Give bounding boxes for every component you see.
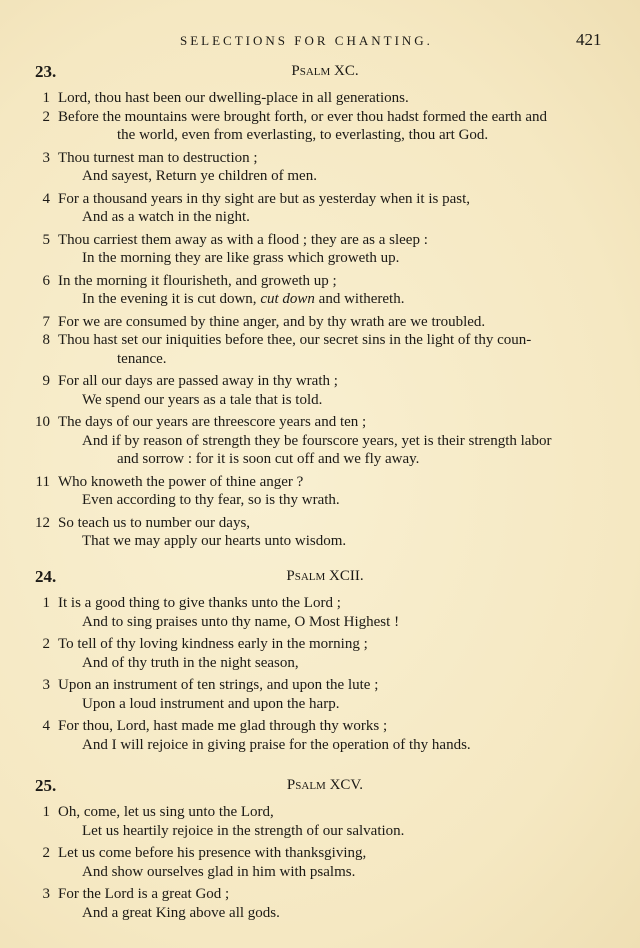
section-number: 23. bbox=[35, 62, 57, 81]
verse-number: 3 bbox=[42, 677, 50, 693]
psalm-title: Psalm XC. bbox=[291, 63, 359, 79]
running-title: SELECTIONS FOR CHANTING. bbox=[180, 33, 433, 48]
verse bbox=[0, 594, 640, 631]
verse-text: Thou hast set our iniquities before thee, our secret sins in the light of thy coun- bbox=[58, 332, 532, 348]
verse-text: For thou, Lord, hast made me glad through thy works ; bbox=[58, 718, 388, 734]
verse-number: 11 bbox=[35, 473, 50, 490]
verse bbox=[0, 231, 640, 268]
verse-text: Upon an instrument of ten strings, and upon the lute ; bbox=[58, 677, 379, 693]
verse-text: To tell of thy loving kindness early in the morning ; bbox=[58, 636, 368, 652]
verse bbox=[0, 676, 640, 713]
verse-number: 9 bbox=[42, 373, 50, 389]
verse-text: Upon a loud instrument and upon the harp. bbox=[82, 695, 340, 712]
verse-line bbox=[0, 413, 640, 432]
verse-line bbox=[0, 450, 640, 469]
verse-number: 6 bbox=[42, 272, 50, 289]
verse-list bbox=[0, 89, 640, 551]
verse bbox=[0, 885, 640, 922]
verse-text: Let us come before his presence with thanksgiving, bbox=[58, 845, 367, 861]
section-number: 25. bbox=[35, 776, 57, 795]
verse-line bbox=[0, 491, 640, 510]
verse-text: It is a good thing to give thanks unto the Lord ; bbox=[58, 595, 341, 611]
verse-line bbox=[0, 904, 640, 923]
verse bbox=[0, 331, 640, 368]
verse-line bbox=[0, 190, 640, 209]
verse bbox=[0, 313, 640, 332]
verse-text: Before the mountains were brought forth, or ever thou hadst formed the earth and bbox=[58, 108, 548, 125]
verse-line bbox=[0, 717, 640, 736]
verse-number: 3 bbox=[42, 886, 50, 902]
verse-line bbox=[0, 249, 640, 268]
verse bbox=[0, 372, 640, 409]
verse-text: And of thy truth in the night season, bbox=[82, 654, 299, 671]
verse bbox=[0, 149, 640, 186]
verse-line bbox=[0, 594, 640, 613]
verse-line bbox=[0, 803, 640, 822]
verse-line bbox=[0, 331, 640, 350]
verse-number: 1 bbox=[42, 90, 50, 106]
verse-line bbox=[0, 863, 640, 882]
verse-line bbox=[0, 208, 640, 227]
verse-line bbox=[0, 885, 640, 904]
verse-text: Oh, come, let us sing unto the Lord, bbox=[58, 804, 274, 820]
verse bbox=[0, 108, 640, 145]
verse-line bbox=[0, 514, 640, 533]
verse-text: For we are consumed by thine anger, and by thy wrath are we troubled. bbox=[58, 313, 486, 330]
verse-text: Thou carriest them away as with a flood ; they are as a sleep : bbox=[58, 231, 428, 248]
verse-line bbox=[0, 350, 640, 369]
verse-line bbox=[0, 695, 640, 714]
verse-text: And show ourselves glad in him with psalms. bbox=[82, 863, 356, 880]
page-number: 421 bbox=[576, 30, 602, 49]
verse-line bbox=[0, 736, 640, 755]
verse-line bbox=[0, 822, 640, 841]
verse-line bbox=[0, 313, 640, 332]
verse-text: For all our days are passed away in thy wrath ; bbox=[58, 373, 338, 389]
verse-text: Lord, thou hast been our dwelling-place in all generations. bbox=[58, 90, 409, 106]
verse-text: Thou turnest man to destruction ; bbox=[58, 149, 258, 166]
verse-list bbox=[0, 594, 640, 754]
section-number: 24. bbox=[35, 567, 57, 586]
verse-text: For the Lord is a great God ; bbox=[58, 886, 230, 902]
verse-text: That we may apply our hearts unto wisdom. bbox=[82, 533, 347, 549]
verse-line bbox=[0, 372, 640, 391]
verse-text: And as a watch in the night. bbox=[82, 209, 250, 225]
verse-number: 1 bbox=[42, 595, 50, 611]
verse-number: 2 bbox=[42, 636, 50, 652]
verse-line bbox=[0, 473, 640, 492]
verse bbox=[0, 635, 640, 672]
verse bbox=[0, 190, 640, 227]
verse-text: So teach us to number our days, bbox=[58, 514, 251, 531]
verse-line bbox=[0, 231, 640, 250]
verse-line bbox=[0, 613, 640, 632]
verse-text: And sayest, Return ye children of men. bbox=[82, 168, 317, 184]
verse-line bbox=[0, 126, 640, 145]
verse bbox=[0, 514, 640, 551]
verse-line bbox=[0, 167, 640, 186]
verse bbox=[0, 844, 640, 881]
verse-line bbox=[0, 532, 640, 551]
verse-text: In the evening it is cut down, cut down and withereth. bbox=[82, 291, 405, 307]
psalm-title: Psalm XCV. bbox=[286, 777, 364, 793]
verse-line bbox=[0, 654, 640, 673]
verse-line bbox=[0, 391, 640, 410]
verse-line bbox=[0, 844, 640, 863]
verse bbox=[0, 473, 640, 510]
verse-line bbox=[0, 290, 640, 309]
verse-number: 1 bbox=[42, 804, 50, 820]
verse-number: 2 bbox=[42, 845, 50, 861]
verse-line bbox=[0, 149, 640, 168]
verse bbox=[0, 89, 640, 108]
verse-number: 10 bbox=[35, 414, 50, 430]
verse-text: For a thousand years in thy sight are but as yesterday when it is past, bbox=[58, 190, 471, 207]
verse bbox=[0, 803, 640, 840]
verse-number: 7 bbox=[42, 313, 50, 330]
verse-number: 4 bbox=[42, 718, 50, 734]
verse-text: And a great King above all gods. bbox=[82, 904, 280, 921]
verse bbox=[0, 413, 640, 469]
verse-text: tenance. bbox=[117, 350, 167, 367]
verse-text: In the morning they are like grass which groweth up. bbox=[82, 250, 400, 266]
verse-line bbox=[0, 272, 640, 291]
italic-phrase: cut down bbox=[260, 291, 315, 307]
verse-text: Who knoweth the power of thine anger ? bbox=[58, 473, 304, 490]
verse-list bbox=[0, 803, 640, 922]
verse-text: And if by reason of strength they be fourscore years, yet is their strength labor bbox=[82, 432, 552, 449]
verse-number: 4 bbox=[42, 190, 50, 207]
verse bbox=[0, 272, 640, 309]
verse-number: 8 bbox=[42, 332, 50, 348]
psalm-title: Psalm XCII. bbox=[286, 568, 364, 584]
verse-text: We spend our years as a tale that is told. bbox=[82, 391, 323, 408]
verse-text: Even according to thy fear, so is thy wrath. bbox=[82, 492, 340, 508]
verse-line bbox=[0, 108, 640, 127]
verse-number: 2 bbox=[42, 108, 50, 125]
verse-line bbox=[0, 676, 640, 695]
verse-text: The days of our years are threescore years and ten ; bbox=[58, 414, 367, 430]
verse-line bbox=[0, 432, 640, 451]
verse-text: and sorrow : for it is soon cut off and we fly away. bbox=[117, 451, 420, 467]
verse-text: And to sing praises unto thy name, O Most Highest ! bbox=[82, 613, 400, 630]
verse bbox=[0, 717, 640, 754]
verse-number: 3 bbox=[42, 149, 50, 166]
verse-text: the world, even from everlasting, to everlasting, thou art God. bbox=[117, 127, 489, 143]
verse-line bbox=[0, 635, 640, 654]
verse-text: Let us heartily rejoice in the strength of our salvation. bbox=[82, 822, 405, 839]
verse-text: In the morning it flourisheth, and groweth up ; bbox=[58, 272, 337, 289]
verse-number: 5 bbox=[42, 231, 50, 248]
verse-line bbox=[0, 89, 640, 108]
verse-number: 12 bbox=[35, 514, 50, 531]
verse-text: And I will rejoice in giving praise for the operation of thy hands. bbox=[82, 736, 471, 753]
